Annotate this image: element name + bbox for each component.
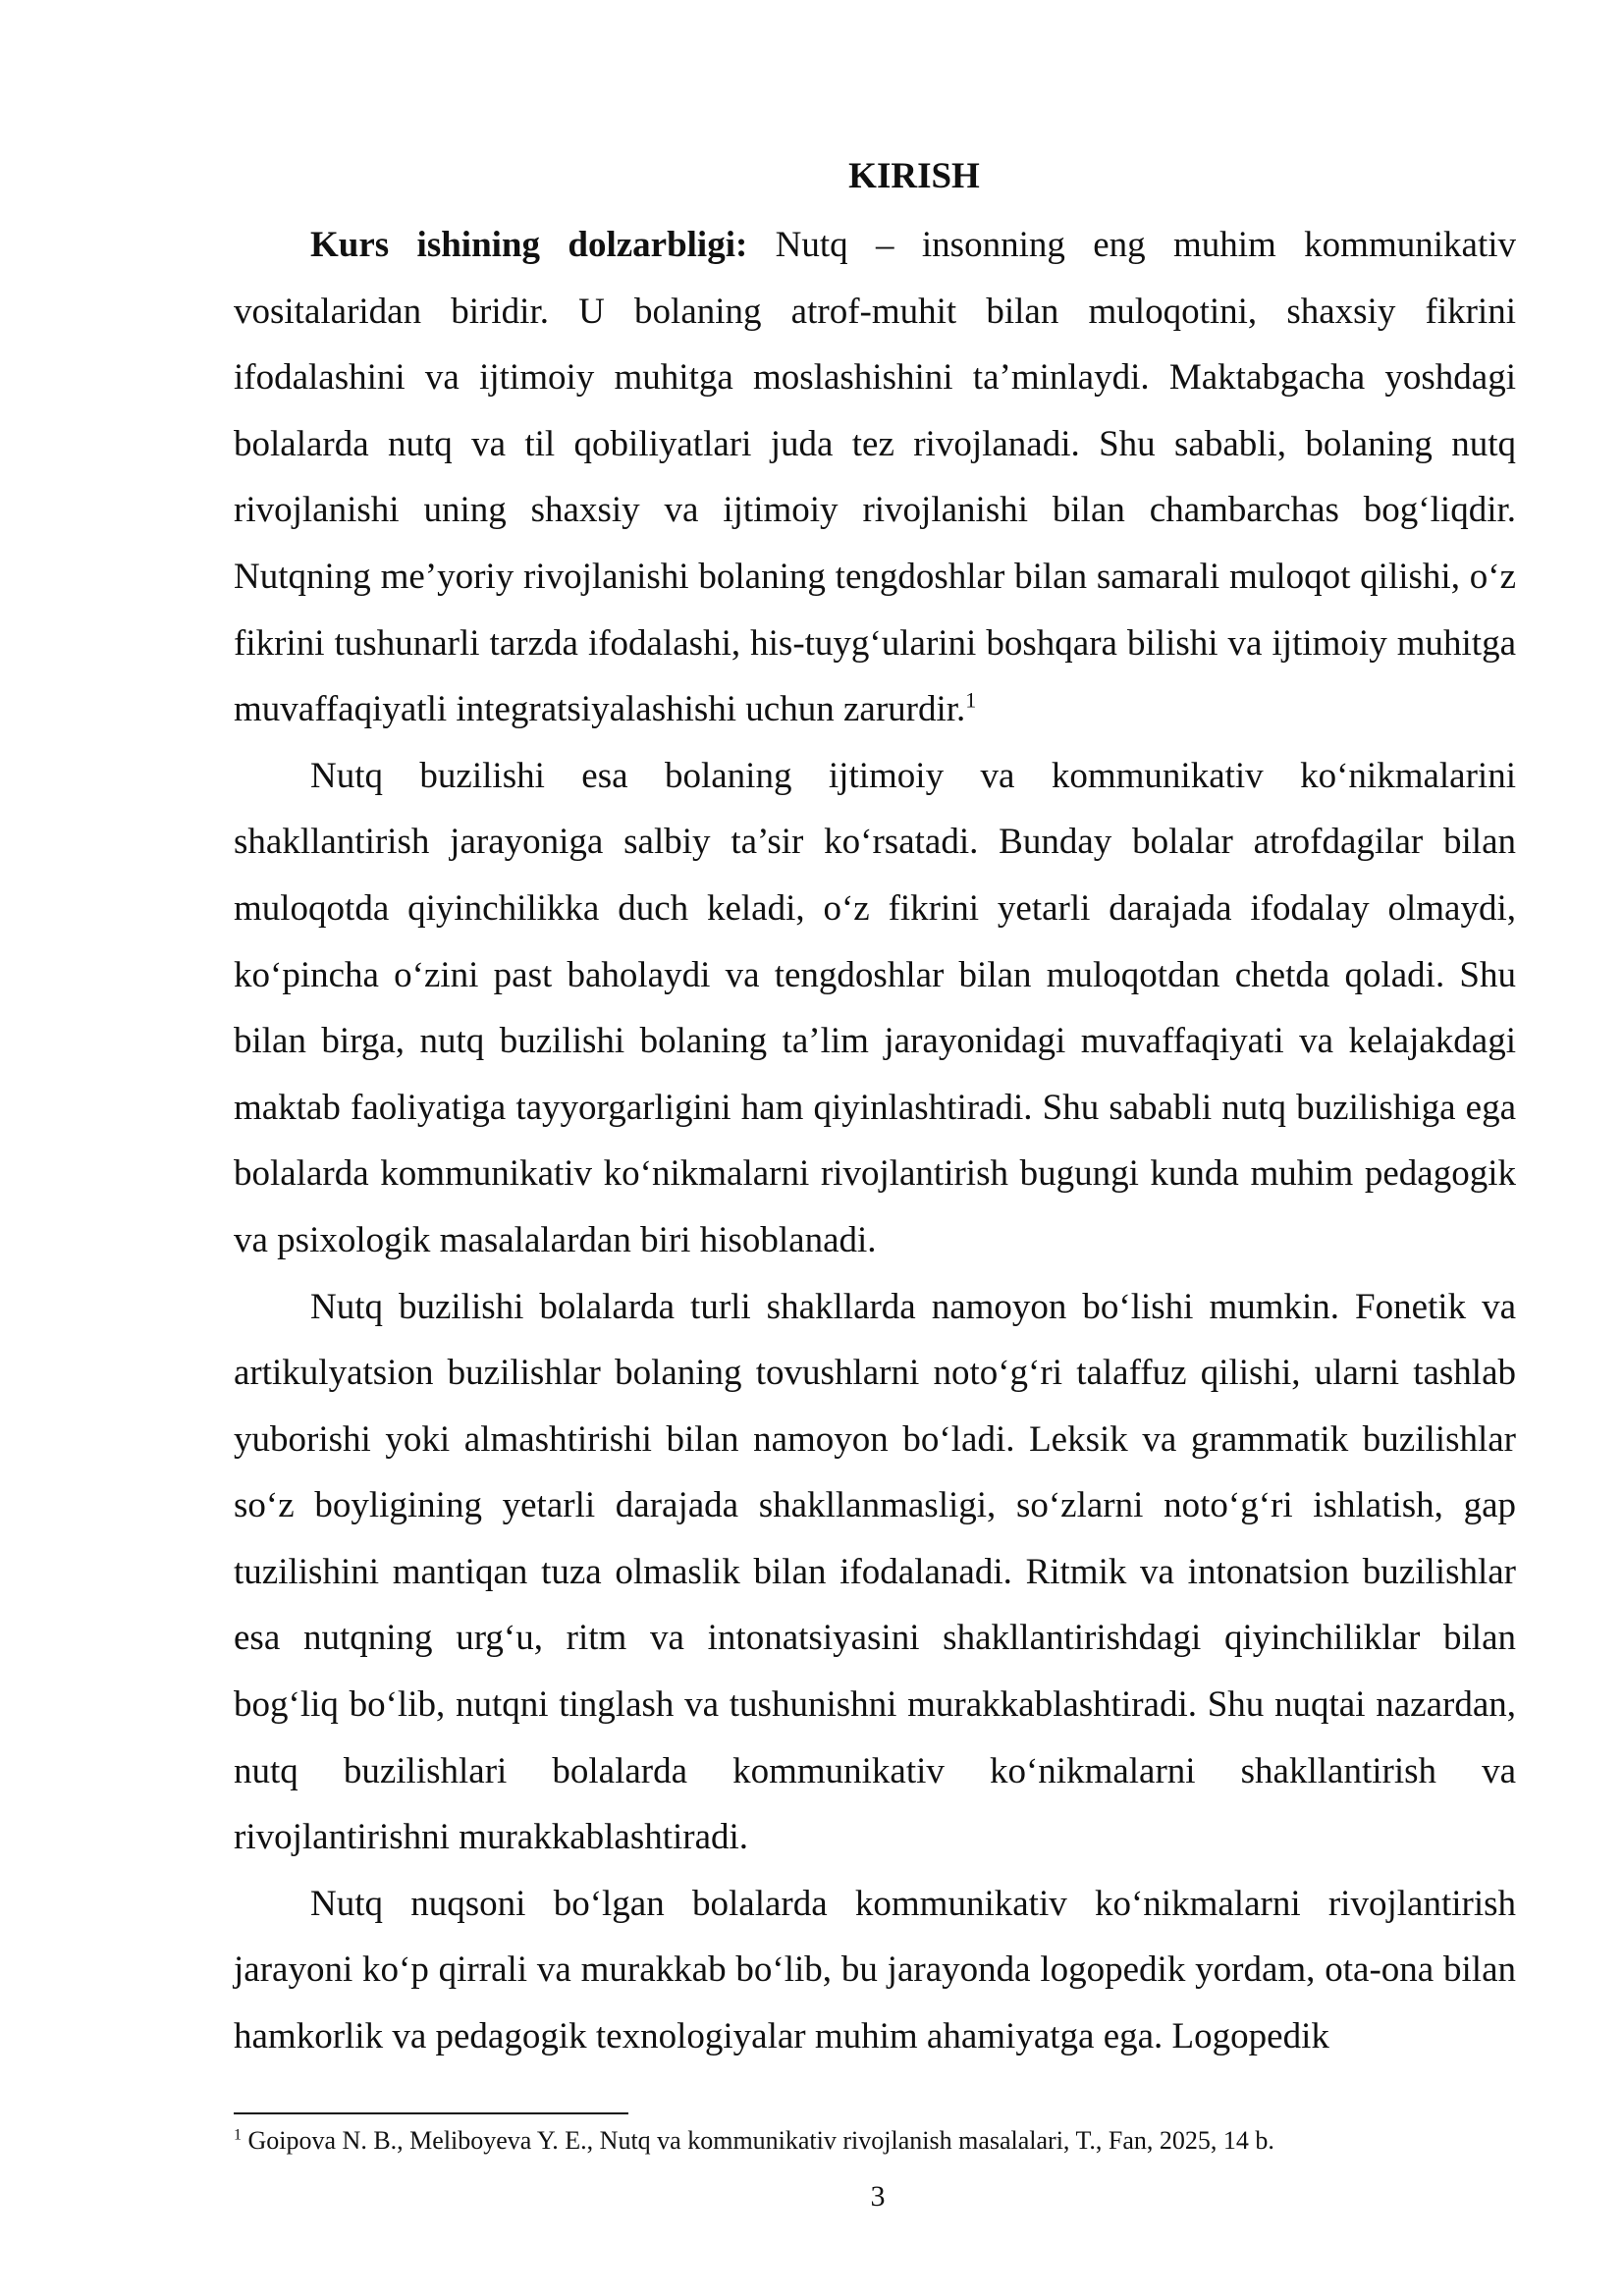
footnote-reference[interactable]: 1: [965, 687, 977, 713]
paragraph-lead: Kurs ishining dolzarbligi:: [310, 225, 748, 265]
section-heading: KIRISH: [848, 156, 980, 196]
footnote-marker: 1: [234, 2126, 242, 2144]
page-body: [234, 147, 1516, 2070]
footnote: [234, 2124, 1516, 2158]
footnote-text: Goipova N. B., Meliboyeva Y. E., Nutq va kommunikativ rivojlanish masalalari, T., Fan, 2025, 14 b.: [242, 2126, 1274, 2155]
paragraph-2: Nutq buzilishi esa bolaning ijtimoiy va kommunikativ ko‘nikmalarini shakllantirish jarayoniga salbiy ta’sir ko‘rsatadi. Bunday bolalar atrofdagilar bilan muloqotda qiyinchilikka duch keladi, o‘z fikrini yetarli darajada ifodalay olmaydi, ko‘pincha o‘zini past baholaydi va tengdoshlar bilan muloqotdan chetda qoladi. Shu bilan birga, nutq buzilishi bolaning ta’lim jarayonidagi muvaffaqiyati va kelajakdagi maktab faoliyatiga tayyorgarligini ham qiyinlashtiradi. Shu sababli nutq buzilishiga ega bolalarda kommunikativ ko‘nikmalarni rivojlantirish bugungi kunda muhim pedagogik va psixologik masalalardan biri hisoblanadi.: [234, 755, 1516, 1260]
paragraph-text: Nutq – insonning eng muhim kommunikativ vositalaridan biridir. U bolaning atrof-muhit bilan muloqotini, shaxsiy fikrini ifodalashini va ijtimoiy muhitga moslashishini ta’minlaydi. Maktabgacha yoshdagi bolalarda nutq va til qobiliyatlari juda tez rivojlanadi. Shu sababli, bolaning nutq rivojlanishi uning shaxsiy va ijtimoiy rivojlanishi bilan chambarchas bog‘liqdir. Nutqning me’yoriy rivojlanishi bolaning tengdoshlar bilan samarali muloqot qilishi, o‘z fikrini tushunarli tarzda ifodalashi, his-tuyg‘ularini boshqara bilishi va ijtimoiy muhitga muvaffaqiyatli integratsiyalashishi uchun zarurdir.: [234, 225, 1516, 730]
paragraph-1: [234, 212, 1516, 743]
paragraph-4: Nutq nuqsoni bo‘lgan bolalarda kommunikativ ko‘nikmalarni rivojlantirish jarayoni ko‘p qirrali va murakkab bo‘lib, bu jarayonda logopedik yordam, ota-ona bilan hamkorlik va pedagogik texnologiyalar muhim ahamiyatga ega. Logopedik: [234, 1883, 1516, 2057]
paragraph-3: Nutq buzilishi bolalarda turli shakllarda namoyon bo‘lishi mumkin. Fonetik va artikulyatsion buzilishlar bolaning tovushlarni noto‘g‘ri talaffuz qilishi, ularni tashlab yuborishi yoki almashtirishi bilan namoyon bo‘ladi. Leksik va grammatik buzilishlar so‘z boyligining yetarli darajada shakllanmasligi, so‘zlarni noto‘g‘ri ishlatish, gap tuzilishini mantiqan tuza olmaslik bilan ifodalanadi. Ritmik va intonatsion buzilishlar esa nutqning urg‘u, ritm va intonatsiyasini shakllantirishdagi qiyinchiliklar bilan bog‘liq bo‘lib, nutqni tinglash va tushunishni murakkablashtiradi. Shu nuqtai nazardan, nutq buzilishlari bolalarda kommunikativ ko‘nikmalarni shakllantirish va rivojlantirishni murakkablashtiradi.: [234, 1286, 1516, 1858]
page-number: 3: [870, 2180, 886, 2213]
footnote-separator: [234, 2112, 628, 2114]
